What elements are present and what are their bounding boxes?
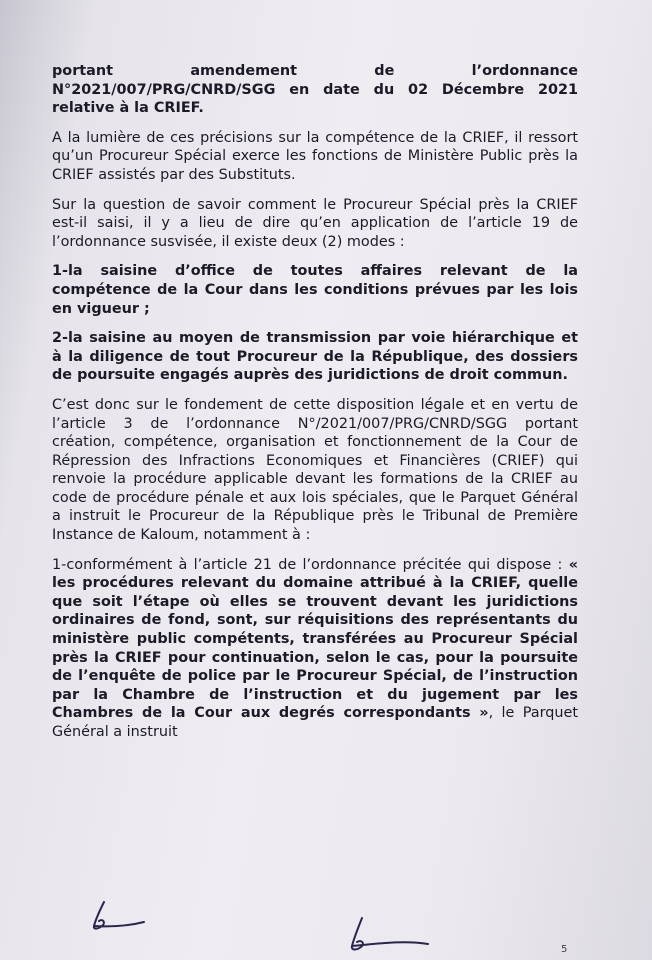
paragraph-fondement-legal: C’est donc sur le fondement de cette disposition légale et en vertu de l’article 3 de l’ordonnance N°/2021/007/PRG/CNRD/SGG portant création, compétence, organisation et fonctionnement de la Cour de Répression des Infractions Economiques et Financières (CRIEF) qui renvoie la procédure applicable devant les formations de la CRIEF au code de procédure pénale et aux lois spéciales, que le Parquet Général a instruit le Procureur de la République près le Tribunal de Première Instance de Kaloum, notamment à : [52,396,578,544]
article-21-outro: , le Parquet Général a instruit [52,705,578,740]
initials-signature-right-icon [336,914,436,958]
initials-signature-left-icon [72,896,152,936]
paragraph-mode-1: 1-la saisine d’office de toutes affaires relevant de la compétence de la Cour dans les conditions prévues par les lois en vigueur ; [52,263,578,317]
paragraph-saisine-question: Sur la question de savoir comment le Procureur Spécial près la CRIEF est-il saisi, il y a lieu de dire qu’en application de l’article 19 de l’ordonnance susvisée, il existe deux (2) modes : [52,196,578,250]
paragraph-mode-2: 2-la saisine au moyen de transmission par voie hiérarchique et à la diligence de tout Procureur de la République, des dossiers de poursuite engagés auprès des juridictions de droit commun. [52,330,578,384]
paragraph-heading-continuation: portant amendement de l’ordonnance N°2021/007/PRG/CNRD/SGG en date du 02 Décembre 2021 relative à la CRIEF. [52,63,578,117]
paragraph-article-21 [52,556,578,742]
article-21-quote: « les procédures relevant du domaine attribué à la CRIEF, quelle que soit l’étape où elles se trouvent devant les juridictions ordinaires de fond, sont, sur réquisitions des représentants du ministère public compétents, transférées au Procureur Spécial près la CRIEF pour continuation, selon le cas, pour la poursuite de l’enquête de police par le Procureur Spécial, de l’instruction par la Chambre de l’instruction et du jugement par les Chambres de la Cour aux degrés correspondants » [52,556,578,722]
article-21-intro: 1-conformément à l’article 21 de l’ordonnance précitée qui dispose : [52,556,569,573]
page-number: 5 [561,944,568,955]
paragraph-procureur-special: A la lumière de ces précisions sur la compétence de la CRIEF, il ressort qu’un Procureur Spécial exerce les fonctions de Ministère Public près la CRIEF assistés par des Substituts. [52,129,578,183]
document-body [52,62,578,753]
